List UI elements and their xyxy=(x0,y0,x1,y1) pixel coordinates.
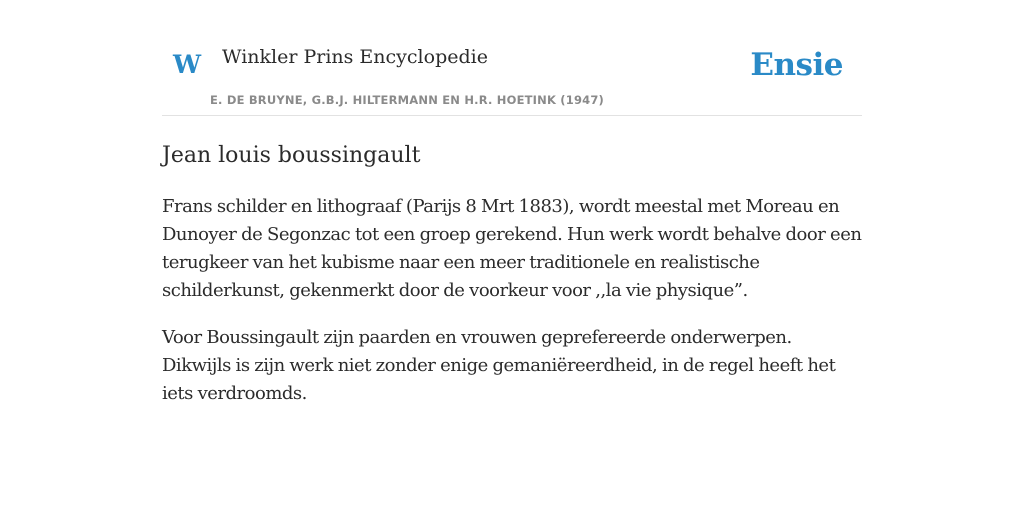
ensie-logo-link[interactable]: Ensie xyxy=(750,47,843,83)
book-logo[interactable]: W xyxy=(173,50,202,79)
book-title-link[interactable]: Winkler Prins Encyclopedie xyxy=(222,46,488,68)
book-authors: E. DE BRUYNE, G.B.J. HILTERMANN EN H.R. HOETINK (1947) xyxy=(210,93,605,107)
article-title: Jean louis boussingault xyxy=(162,143,421,168)
site-header xyxy=(162,0,862,116)
article-paragraph: Voor Boussingault zijn paarden en vrouwen geprefereerde onderwerpen. Dikwijls is zijn werk niet zonder enige gemaniëreerdheid, in de regel heeft het iets verdroomds. xyxy=(162,326,836,404)
page xyxy=(162,0,862,408)
article-paragraph: Frans schilder en lithograaf (Parijs 8 Mrt 1883), wordt meestal met Moreau en Dunoyer de Segonzac tot een groep gerekend. Hun werk wordt behalve door een terugkeer van het kubisme naar een meer traditionele en realistische schilderkunst, gekenmerkt door de voorkeur voor ,,la vie physique”. xyxy=(162,195,862,301)
